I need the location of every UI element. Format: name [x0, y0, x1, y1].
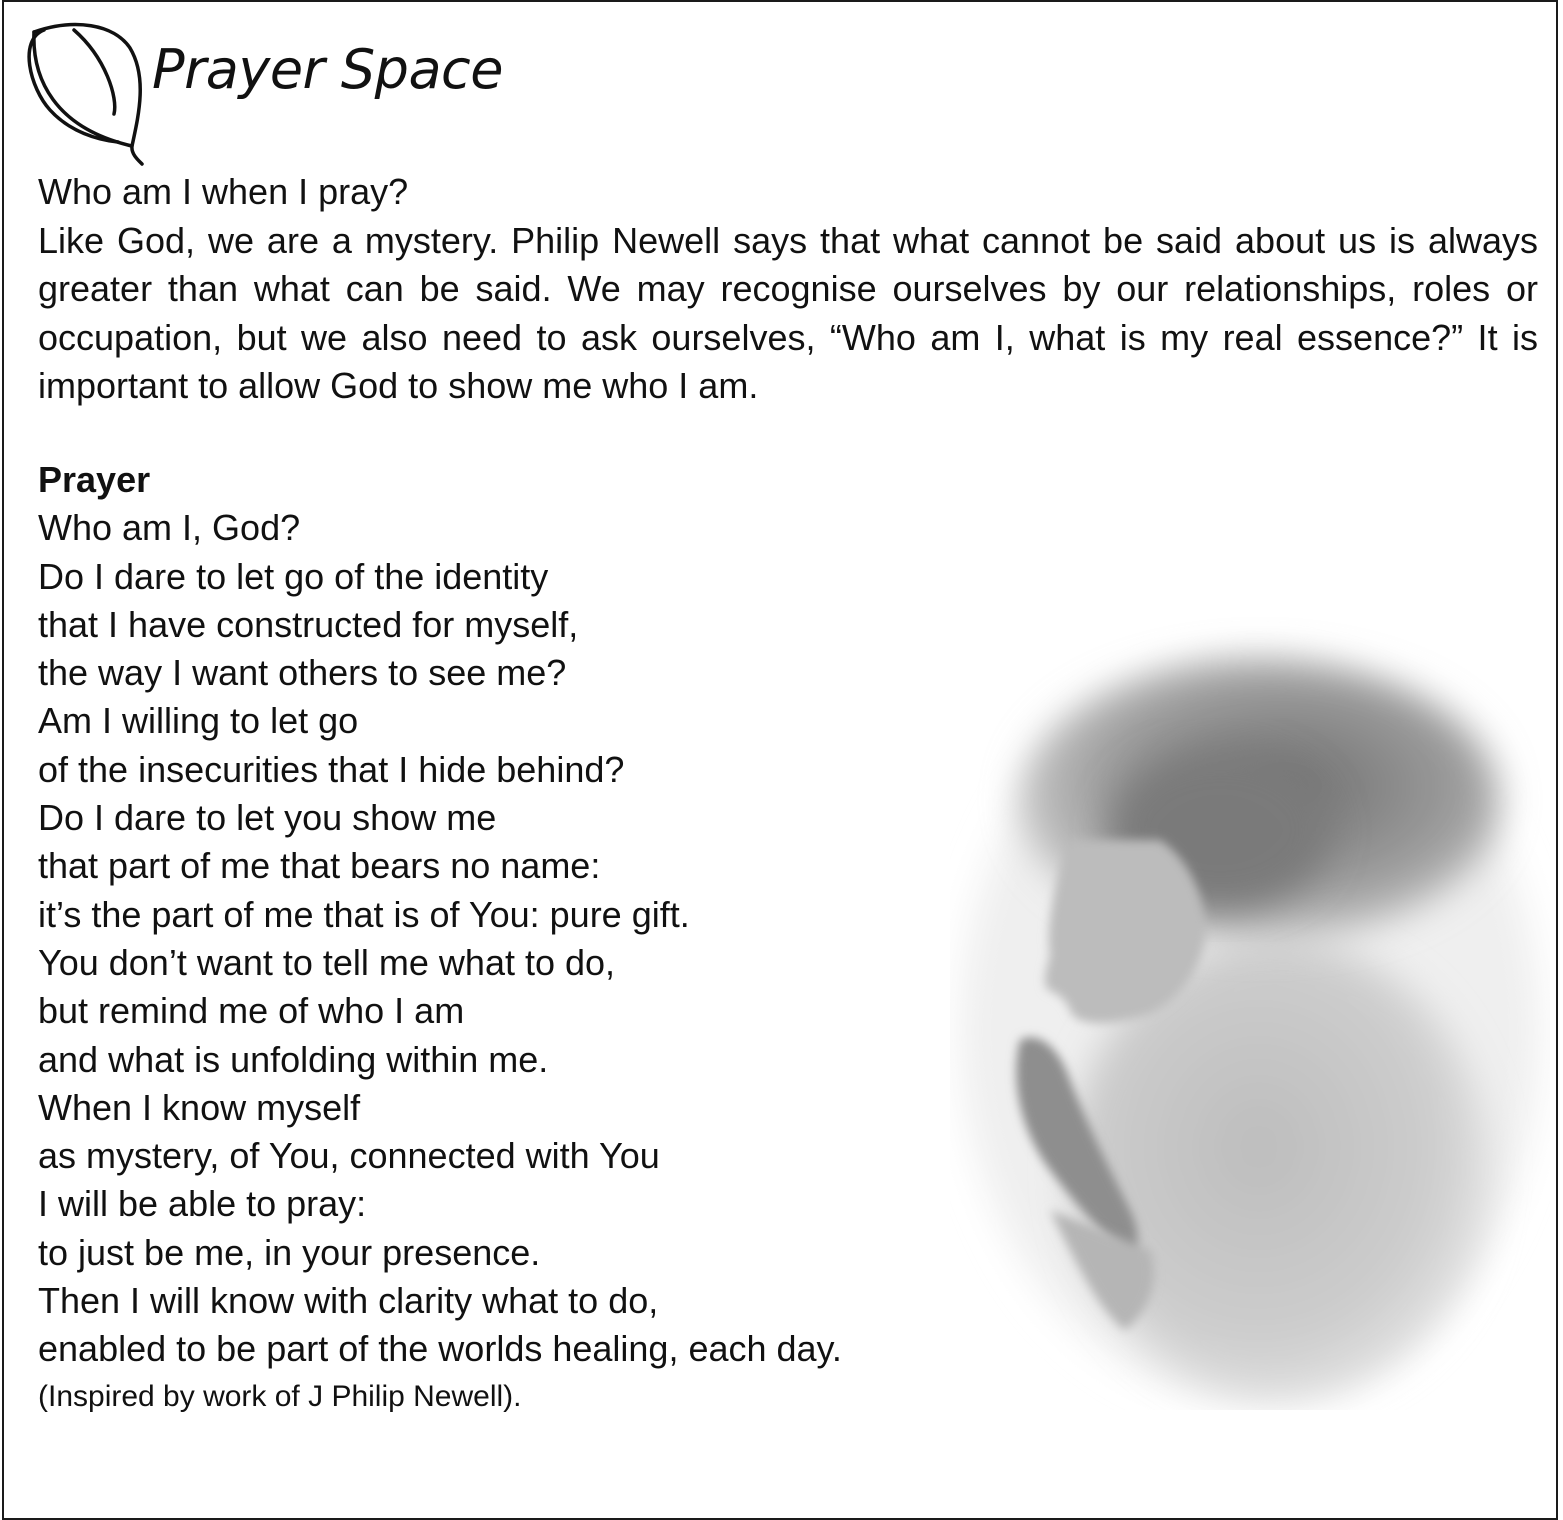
header	[14, 18, 714, 168]
prayer-line: Do I dare to let you show me	[38, 797, 497, 839]
prayer-line: When I know myself	[38, 1086, 361, 1128]
prayer-line: that I have constructed for myself,	[38, 603, 579, 645]
prayer-line: enabled to be part of the worlds healing, each day.	[38, 1328, 842, 1370]
prayer-line: to just be me, in your presence.	[38, 1231, 541, 1273]
praying-figure-illustration	[950, 610, 1550, 1410]
prayer-section	[38, 456, 918, 1420]
prayer-heading: Prayer	[38, 459, 151, 500]
page-title: Prayer Space	[152, 38, 503, 101]
prayer-line: You don’t want to tell me what to do,	[38, 941, 616, 983]
prayer-line: that part of me that bears no name:	[38, 845, 601, 887]
prayer-line: it’s the part of me that is of You: pure gift.	[38, 893, 690, 935]
prayer-line: Then I will know with clarity what to do,	[38, 1280, 659, 1322]
prayer-line: and what is unfolding within me.	[38, 1038, 549, 1080]
prayer-line: Do I dare to let go of the identity	[38, 555, 549, 597]
intro-question: Who am I when I pray?	[38, 171, 409, 212]
prayer-line: as mystery, of You, connected with You	[38, 1135, 660, 1177]
prayer-line: but remind me of who I am	[38, 990, 465, 1032]
prayer-line: Am I willing to let go	[38, 700, 359, 742]
intro-section	[38, 168, 1538, 411]
leaf-icon	[14, 18, 149, 166]
credit-line: (Inspired by work of J Philip Newell).	[38, 1379, 522, 1413]
intro-paragraph: Like God, we are a mystery. Philip Newell says that what cannot be said about us is always greater than what can be said. We may recognise ourselves by our relationships, roles or occupation, but we also need to ask ourselves, “Who am I, what is my real essence?” It is important to allow God to show me who I am.	[38, 219, 1538, 406]
prayer-line: of the insecurities that I hide behind?	[38, 748, 625, 790]
prayer-line: Who am I, God?	[38, 507, 301, 549]
prayer-line: I will be able to pray:	[38, 1183, 367, 1225]
prayer-line: the way I want others to see me?	[38, 652, 567, 694]
